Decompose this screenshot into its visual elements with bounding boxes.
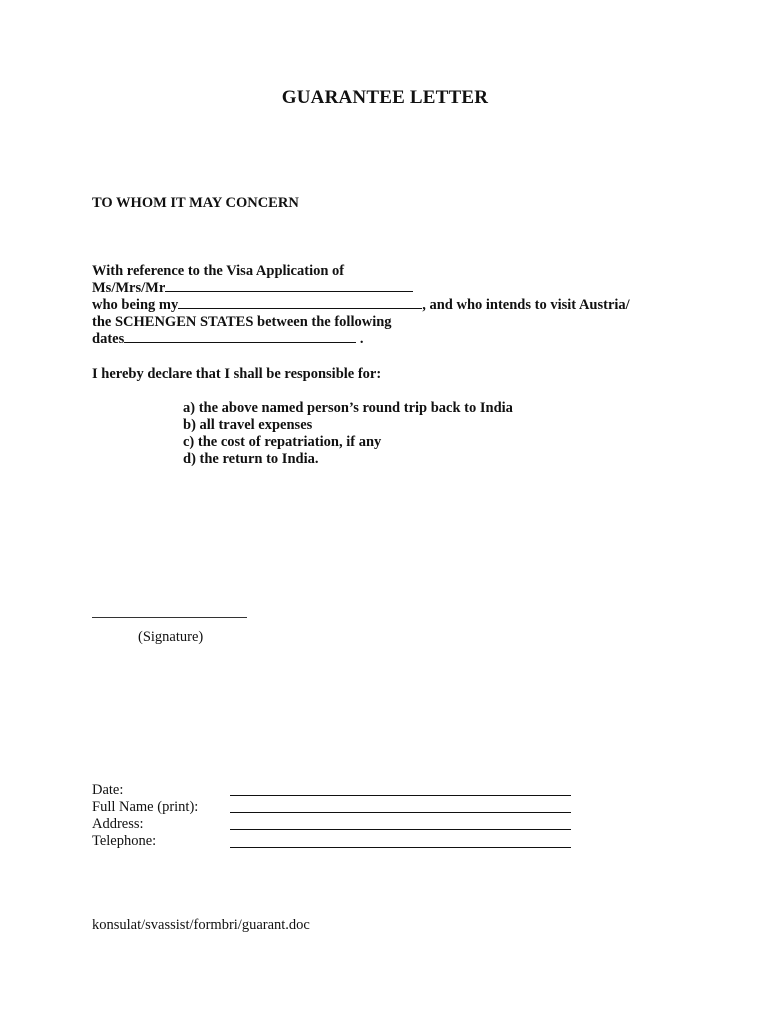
reference-line-2 [92,280,413,297]
footer-file-path: konsulat/svassist/formbri/guarant.doc [92,917,310,933]
applicant-name-blank[interactable] [165,280,413,292]
date-field-line[interactable] [230,795,571,796]
salutation-prefix: Ms/Mrs/Mr [92,280,166,296]
signature-label: (Signature) [138,629,204,645]
dates-blank[interactable] [124,331,356,343]
field-label-telephone: Telephone: [92,833,157,849]
reference-line-5 [92,331,363,348]
field-label-date: Date: [92,782,124,798]
responsibility-item: b) all travel expenses [183,417,313,433]
address-field-line[interactable] [230,829,571,830]
relationship-prefix: who being my [92,297,179,313]
reference-line-3 [92,297,630,314]
reference-line-1: With reference to the Visa Application of [92,263,345,279]
field-label-address: Address: [92,816,144,832]
responsibility-item: c) the cost of repatriation, if any [183,434,382,450]
signature-line[interactable] [92,617,247,618]
dates-suffix: . [356,331,364,347]
responsibility-item: a) the above named person’s round trip back to India [183,400,513,416]
salutation: TO WHOM IT MAY CONCERN [92,195,299,211]
declaration: I hereby declare that I shall be responsible for: [92,366,382,382]
responsibility-item: d) the return to India. [183,451,319,467]
reference-line-4: the SCHENGEN STATES between the following [92,314,392,330]
relationship-suffix: , and who intends to visit Austria/ [422,297,630,313]
document-title: GUARANTEE LETTER [281,87,489,108]
field-label-full-name: Full Name (print): [92,799,199,815]
full-name-field-line[interactable] [230,812,571,813]
telephone-field-line[interactable] [230,847,571,848]
dates-prefix: dates [92,331,125,347]
relationship-blank[interactable] [178,297,422,309]
